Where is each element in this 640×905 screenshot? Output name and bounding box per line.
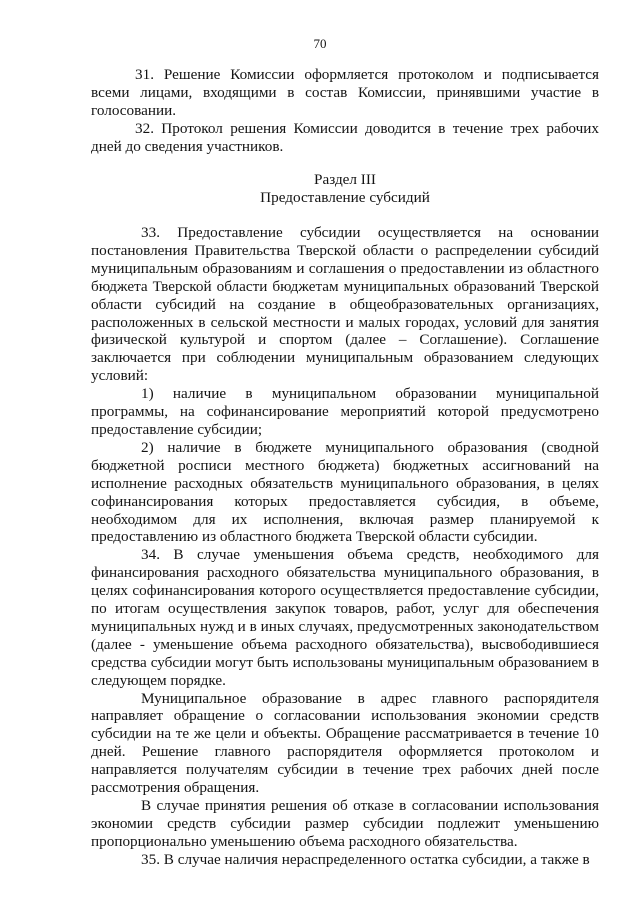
- section-subtitle: Предоставление субсидий: [260, 188, 430, 206]
- paragraph-34-procedure: Муниципальное образование в адрес главного распорядителя направляет обращение о согласовании использования экономии средств субсидии на те же цели и объекты. Обращение рассматривается в течение 10 дней. Решение главного распорядителя оформляется протоколом и направляется получателям субсидии в течение трех рабочих дней после рассмотрения обращения.: [91, 689, 599, 797]
- paragraph-32: 32. Протокол решения Комиссии доводится в течение трех рабочих дней до сведения участников.: [91, 119, 599, 155]
- paragraph-34: 34. В случае уменьшения объема средств, необходимого для финансирования расходного обязательства муниципального образования, в целях софинансирования которого осуществляется предоставление субсидии, по итогам осуществления закупок товаров, работ, услуг для обеспечения муниципальных нужд и в иных случаях, предусмотренных законодательством (далее - уменьшение объема расходного обязательства), высвободившиеся средства субсидии могут быть использованы муниципальным образованием в следующем порядке.: [91, 546, 599, 689]
- paragraph-35: 35. В случае наличия нераспределенного остатка субсидии, а также в: [141, 850, 590, 868]
- condition-2: 2) наличие в бюджете муниципального образования (сводной бюджетной росписи местного бюджета) бюджетных ассигнований на исполнение расходных обязательств муниципального образования, в целях софинансирования которых предоставляется субсидия, в объеме, необходимом для их исполнения, включая размер планируемой к предоставлению из областного бюджета Тверской области субсидии.: [91, 438, 599, 546]
- paragraph-33: 33. Предоставление субсидии осуществляется на основании постановления Правительства Тверской области о распределении субсидий муниципальным образованиям и соглашения о предоставлении из областного бюджета Тверской области бюджетам муниципальных образований Тверской области субсидий на создание в общеобразовательных организациях, расположенных в сельской местности и малых городах, условий для занятия физической культурой и спортом (далее – Соглашение). Соглашение заключается при соблюдении муниципальным образованием следующих условий:: [91, 224, 599, 385]
- paragraphs-main: [91, 224, 599, 869]
- section-title: Раздел III: [314, 171, 376, 188]
- paragraphs-top: [91, 66, 599, 156]
- section-heading: [91, 171, 599, 207]
- paragraph-34-refusal: В случае принятия решения об отказе в согласовании использования экономии средств субсидии размер субсидии подлежит уменьшению пропорционально уменьшению объема расходного обязательства.: [91, 797, 599, 850]
- condition-1: 1) наличие в муниципальном образовании муниципальной программы, на софинансирование мероприятий которой предусмотрено предоставление субсидии;: [91, 385, 599, 438]
- paragraph-31: 31. Решение Комиссии оформляется протоколом и подписывается всеми лицами, входящими в состав Комиссии, принявшими участие в голосовании.: [91, 66, 599, 119]
- page-number: 70: [313, 36, 327, 51]
